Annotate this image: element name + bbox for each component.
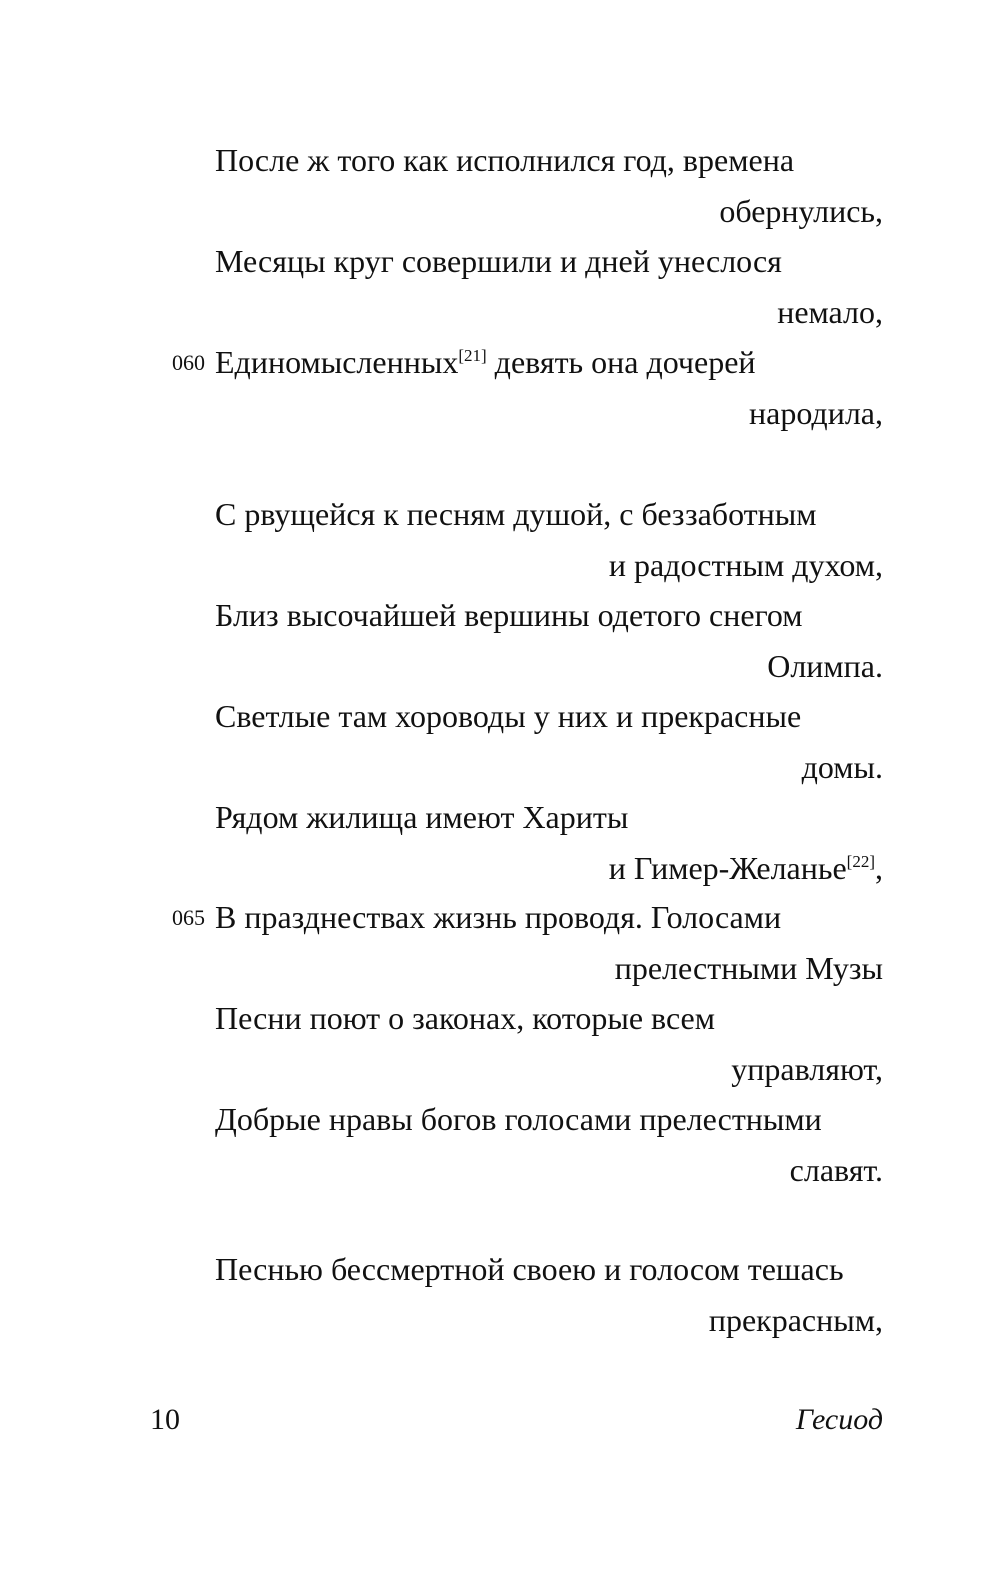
verse-line: С рвущейся к песням душой, с беззаботным	[215, 496, 817, 532]
footnote-ref[interactable]: [21]	[458, 346, 487, 365]
verse-text: Единомысленных	[215, 344, 459, 380]
verse-line-continuation: Олимпа.	[767, 648, 883, 684]
verse-line-continuation: управляют,	[731, 1051, 883, 1087]
verse-line-continuation: народила,	[749, 395, 883, 431]
verse-line	[215, 342, 756, 382]
verse-line: Близ высочайшей вершины одетого снегом	[215, 597, 803, 633]
verse-text: девять она дочерей	[486, 344, 756, 380]
verse-line-continuation: домы.	[801, 749, 883, 785]
footnote-ref[interactable]: [22]	[846, 852, 875, 871]
verse-line-continuation: обернулись,	[719, 193, 883, 229]
verse-line: После ж того как исполнился год, времена	[215, 142, 795, 178]
verse-line: Светлые там хороводы у них и прекрасные	[215, 698, 802, 734]
verse-line-continuation: прелестными Музы	[614, 950, 883, 986]
verse-line: Рядом жилища имеют Хариты	[215, 799, 629, 835]
verse-text: и Гимер-Желанье	[608, 850, 847, 886]
verse-line-continuation: прекрасным,	[708, 1302, 883, 1338]
verse-line: Добрые нравы богов голосами прелестными	[215, 1101, 822, 1137]
verse-line: В празднествах жизнь проводя. Голосами	[215, 899, 782, 935]
verse-line-continuation: славят.	[789, 1152, 883, 1188]
verse-line: Песни поют о законах, которые всем	[215, 1000, 715, 1036]
page-number: 10	[150, 1403, 180, 1436]
verse-line-continuation: и радостным духом,	[608, 547, 883, 583]
verse-line: Песнью бессмертной своею и голосом тешась	[215, 1251, 844, 1287]
verse-line-continuation	[609, 848, 883, 888]
verse-text: ,	[875, 850, 883, 886]
line-number: 060	[172, 350, 205, 375]
line-number: 065	[172, 905, 205, 930]
verse-line-continuation: немало,	[777, 294, 883, 330]
running-footer-author: Гесиод	[795, 1403, 883, 1436]
verse-line: Месяцы круг совершили и дней унеслося	[215, 243, 782, 279]
